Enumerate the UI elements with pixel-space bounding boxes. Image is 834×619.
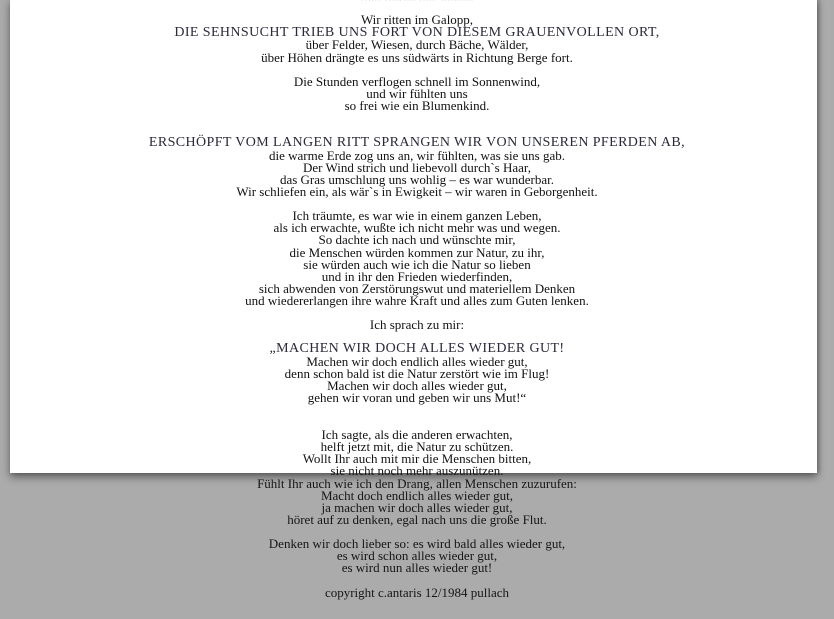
poem-line: es wird nun alles wieder gut!: [341, 560, 493, 575]
poem-line: Macht doch endlich alles wieder gut,: [320, 488, 514, 503]
copyright-line: copyright c.antaris 12/1984 pullach: [324, 585, 510, 600]
poem-line: Machen wir doch alles wieder gut,: [327, 378, 507, 393]
poem-line: die Menschen würden kommen zur Natur, zu ihr,: [289, 245, 545, 260]
poem-line: Wir schliefen ein, als wär`s in Ewigkeit – wir waren in Geborgenheit.: [236, 184, 598, 199]
poem-heading-line: DIE SEHNSUCHT TRIEB UNS FORT VON DIESEM GRAUENVOLLEN ORT,: [174, 25, 660, 40]
poem-line: es wird schon alles wieder gut,: [336, 548, 498, 563]
poem-line: sich abwenden von Zerstörungswut und materiellem Denken: [258, 281, 576, 296]
poem-line: die warme Erde zog uns an, wir fühlten, was sie uns gab.: [268, 148, 566, 163]
poem-heading-line: „MACHEN WIR DOCH ALLES WIEDER GUT!: [269, 341, 565, 356]
poem-line: sie nicht noch mehr auszunützen.: [330, 463, 504, 478]
poem-line: und wir fühlten uns: [366, 86, 468, 101]
poem-line: so frei wie ein Blumenkind.: [344, 98, 490, 113]
poem-line: denn schon bald ist die Natur zerstört wie im Flug!: [284, 366, 550, 381]
poem-line: Ich träumte, es war wie in einem ganzen Leben,: [292, 208, 542, 223]
poem-line: helft jetzt mit, die Natur zu schützen.: [320, 439, 514, 454]
poem-line: und wiedererlangen ihre wahre Kraft und alles zum Guten lenken.: [245, 293, 589, 308]
poem-line: ja machen wir doch alles wieder gut,: [321, 500, 513, 515]
poem-line: über Felder, Wiesen, durch Bäche, Wälder,: [305, 37, 529, 52]
poem-line: Denken wir doch lieber so: es wird bald alles wieder gut,: [268, 536, 566, 551]
poem-line: Wollt Ihr auch mit mir die Menschen bitten,: [302, 451, 532, 466]
poem-line: gehen wir voran und geben wir uns Mut!“: [307, 390, 527, 405]
poem-line: Ich sprach zu mir:: [369, 317, 465, 332]
poem-line: über Höhen drängte es uns südwärts in Richtung Berge fort.: [261, 50, 573, 65]
poem-line: das Gras umschlung uns wohlig – es war wunderbar.: [279, 172, 555, 187]
poem-heading-line: ERSCHÖPFT VOM LANGEN RITT SPRANGEN WIR VON UNSEREN PFERDEN AB,: [148, 135, 686, 150]
poem-line: und in ihr den Frieden wiederfinden,: [321, 269, 513, 284]
poem-line: als ich erwachte, wußte ich nicht mehr was und wegen.: [273, 220, 561, 235]
poem-line: Die Stunden verflogen schnell im Sonnenwind,: [293, 74, 541, 89]
poem-line: Fühlt Ihr auch wie ich den Drang, allen Menschen zuzurufen:: [257, 476, 577, 491]
poem-line: Wir ritten im Galopp,: [360, 12, 474, 27]
poem-line: Machen wir doch endlich alles wieder gut,: [306, 354, 528, 369]
poem-line: Der Wind strich und liebevoll durch`s Haar,: [303, 160, 531, 175]
poem-line: Ich sagte, als die anderen erwachten,: [321, 427, 513, 442]
poem-line: So dachte ich nach und wünschte mir,: [318, 232, 516, 247]
poem-line: sie würden auch wie ich die Natur so lieben: [303, 257, 531, 272]
poem-line: höret auf zu denken, egal nach uns die große Flut.: [287, 512, 547, 527]
